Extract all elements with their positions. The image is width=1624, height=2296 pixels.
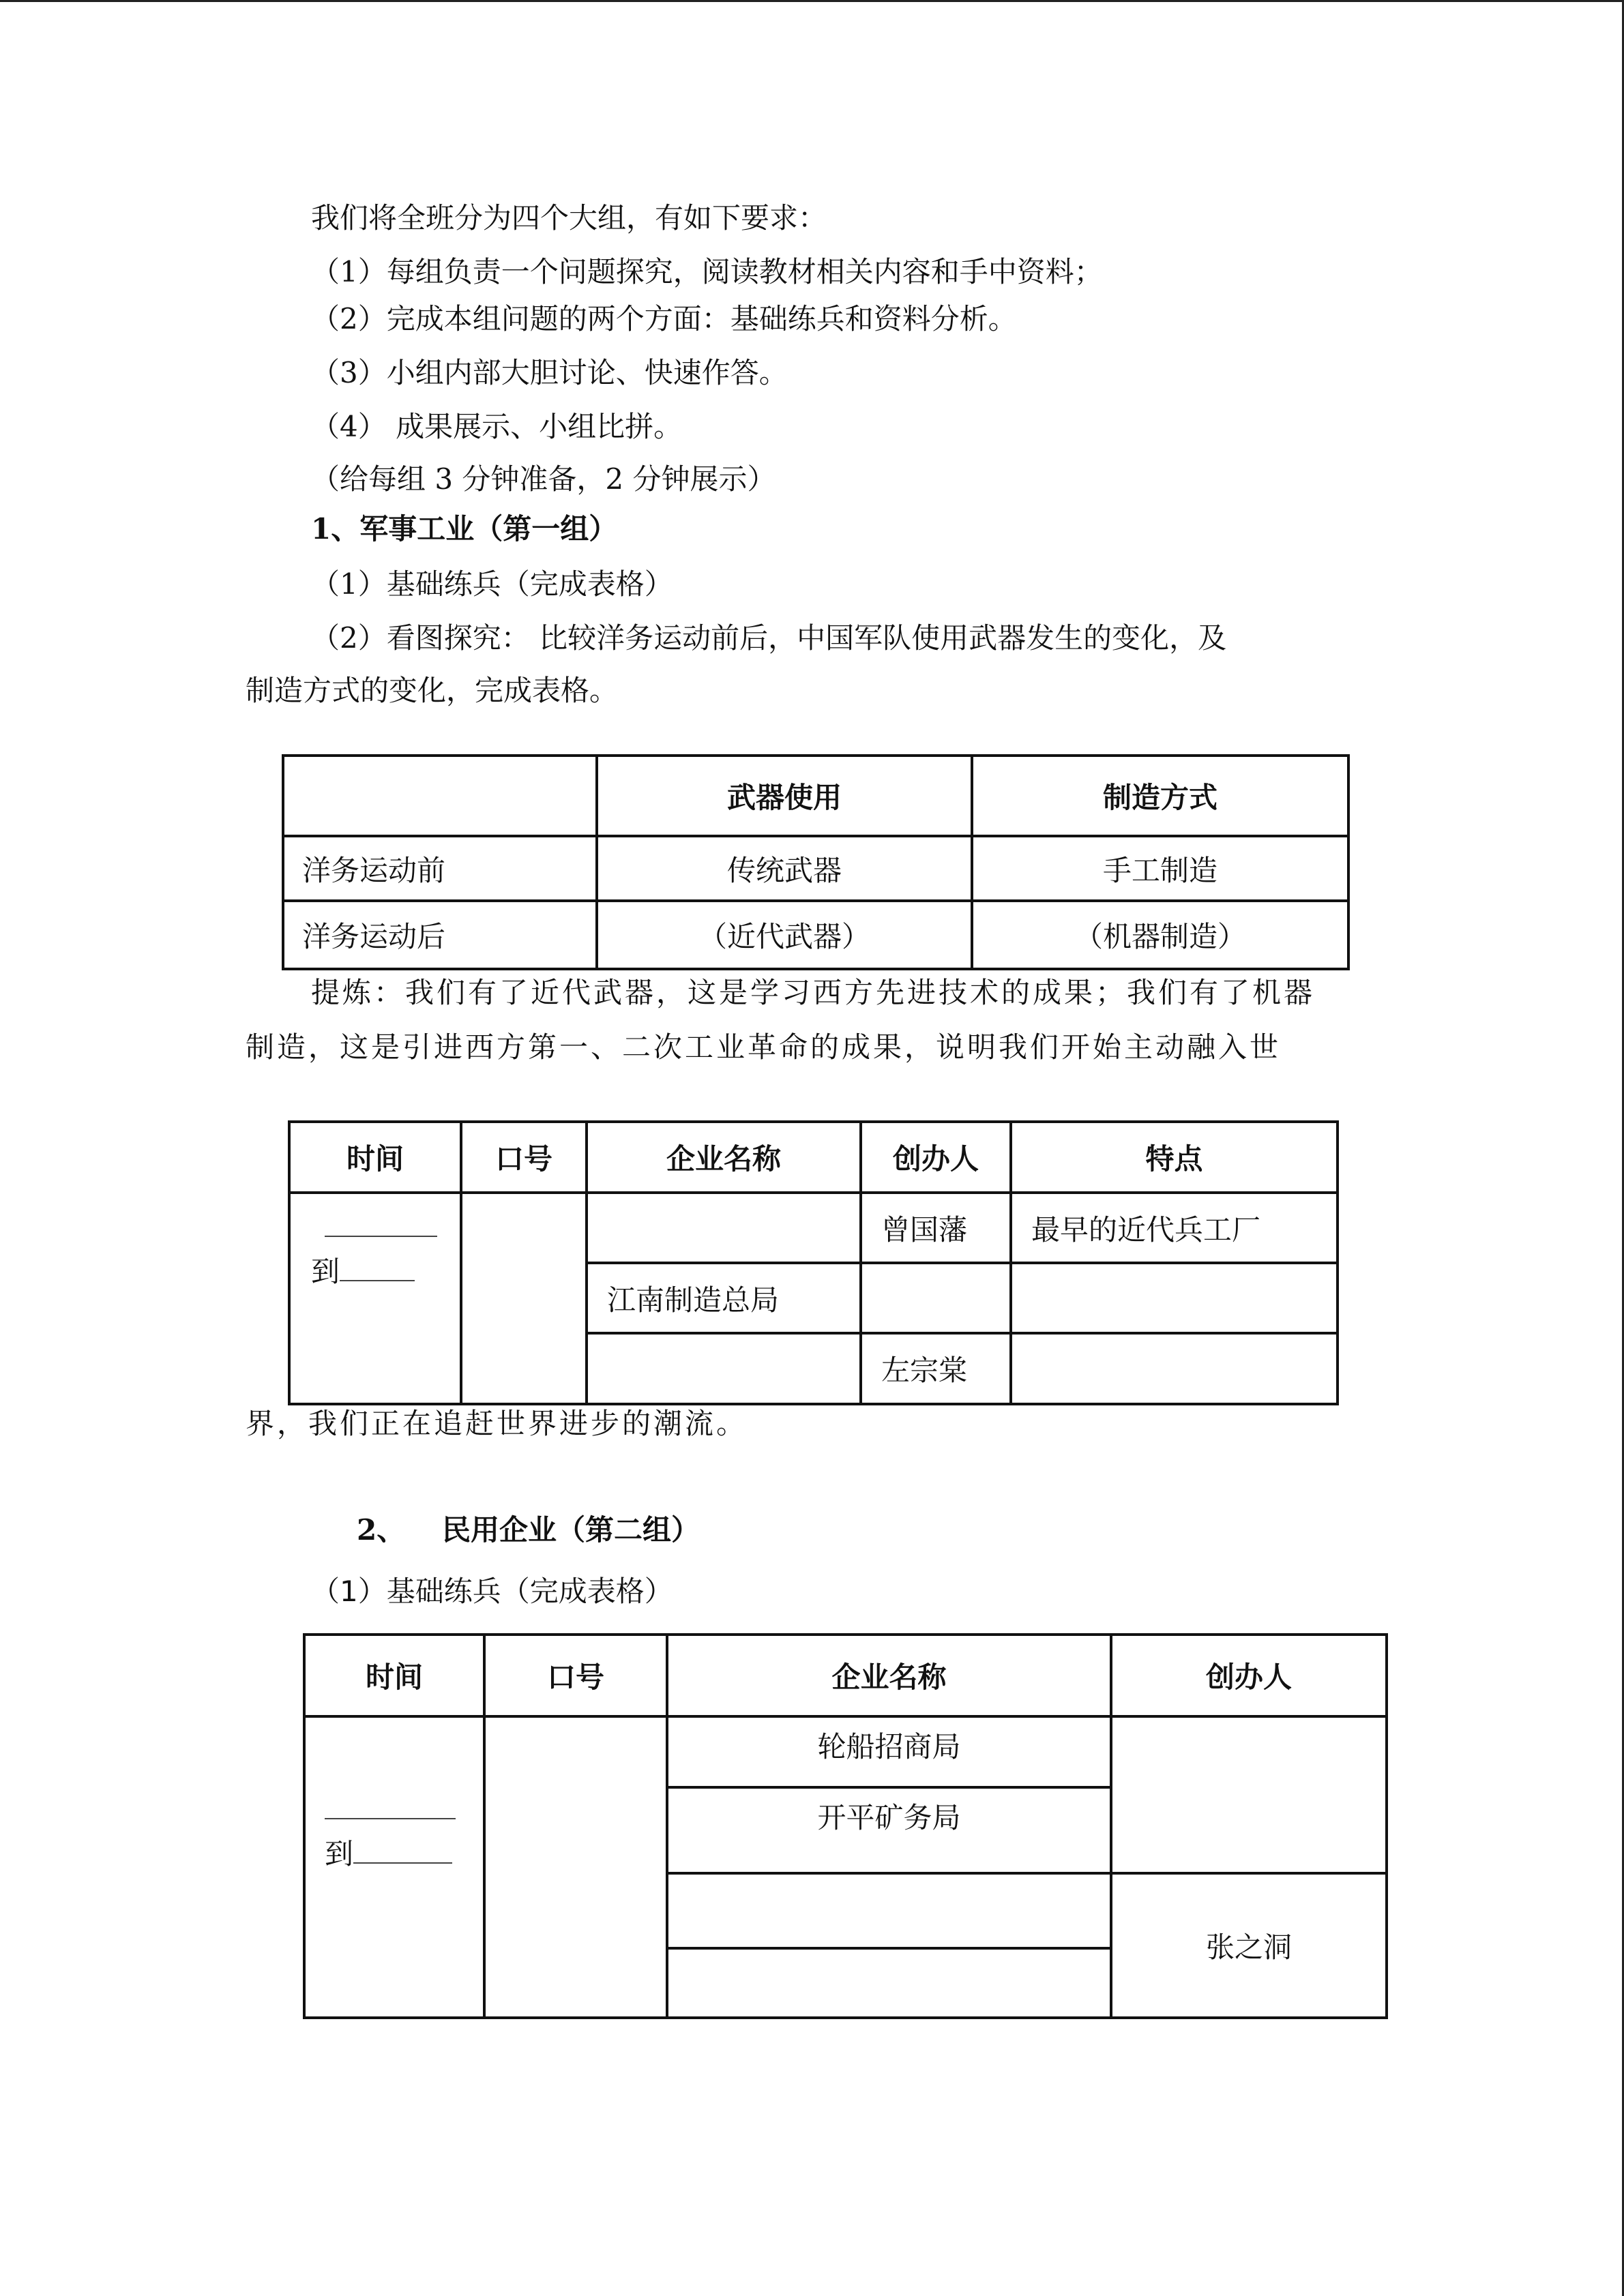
intro-line: 我们将全班分为四个大组，有如下要求： <box>311 201 827 235</box>
requirement-5: （给每组 3 分钟准备，2 分钟展示） <box>311 462 776 496</box>
civil-enterprises-table <box>303 1633 1388 2019</box>
table-row <box>283 901 1348 969</box>
table-cell: 开平矿务局 <box>667 1787 1111 1873</box>
military-enterprises-table <box>288 1120 1339 1405</box>
table-header <box>283 756 597 836</box>
table-row <box>289 1193 1338 1263</box>
table-cell <box>667 1948 1111 2018</box>
table-cell <box>587 1193 861 1263</box>
section2-task1: （1）基础练兵（完成表格） <box>311 1575 673 1608</box>
summary-line-1: 提炼：我们有了近代武器，这是学习西方先进技术的成果；我们有了机器 <box>311 976 1316 1009</box>
section2-heading-number: 2、 <box>357 1513 406 1547</box>
section2-heading: 民用企业（第二组） <box>442 1513 700 1547</box>
table-cell: 传统武器 <box>597 836 972 901</box>
table-cell: 江南制造总局 <box>587 1263 861 1333</box>
time-end-blank <box>340 1276 415 1281</box>
table-cell: 洋务运动后 <box>283 901 597 969</box>
time-cell <box>289 1193 461 1404</box>
table-header: 创办人 <box>861 1122 1011 1193</box>
founder-cell: 张之洞 <box>1111 1873 1387 2018</box>
time-start-blank <box>325 1814 456 1819</box>
table-cell: 左宗棠 <box>861 1333 1011 1404</box>
table-cell: （近代武器） <box>597 901 972 969</box>
table-cell: （机器制造） <box>972 901 1348 969</box>
table-cell: 手工制造 <box>972 836 1348 901</box>
table-header: 时间 <box>304 1635 484 1716</box>
table-row <box>304 1716 1387 1787</box>
table-header: 特点 <box>1011 1122 1338 1193</box>
table-cell <box>861 1263 1011 1333</box>
requirement-1: （1）每组负责一个问题探究，阅读教材相关内容和手中资料； <box>311 255 1103 288</box>
table-header: 武器使用 <box>597 756 972 836</box>
table-header: 时间 <box>289 1122 461 1193</box>
table-cell: 最早的近代兵工厂 <box>1011 1193 1338 1263</box>
table-header: 口号 <box>484 1635 667 1716</box>
requirement-4: （4） 成果展示、小组比拼。 <box>311 410 683 443</box>
table-cell <box>667 1873 1111 1948</box>
time-cell <box>304 1716 484 2018</box>
time-to-label: 到 <box>325 1837 354 1870</box>
weapons-comparison-table <box>282 754 1350 970</box>
requirement-2: （2）完成本组问题的两个方面：基础练兵和资料分析。 <box>311 302 1017 336</box>
table-cell: 洋务运动前 <box>283 836 597 901</box>
summary-line-2: 制造，这是引进西方第一、二次工业革命的成果，说明我们开始主动融入世 <box>246 1030 1282 1064</box>
table-header: 企业名称 <box>587 1122 861 1193</box>
table-cell <box>587 1333 861 1404</box>
section1-heading: 1、军事工业（第一组） <box>311 512 618 546</box>
table-cell: 曾国藩 <box>861 1193 1011 1263</box>
summary-line-3: 界，我们正在追赶世界进步的潮流。 <box>246 1407 748 1440</box>
section1-task1: （1）基础练兵（完成表格） <box>311 567 673 601</box>
slogan-cell <box>461 1193 587 1404</box>
requirement-3: （3）小组内部大胆讨论、快速作答。 <box>311 356 788 389</box>
table-cell <box>1011 1333 1338 1404</box>
page-border-top <box>0 0 1624 2</box>
table-header: 口号 <box>461 1122 587 1193</box>
table-header: 企业名称 <box>667 1635 1111 1716</box>
table-cell: 轮船招商局 <box>667 1716 1111 1787</box>
time-end-blank <box>353 1858 452 1864</box>
section1-task2-line2: 制造方式的变化，完成表格。 <box>246 674 619 707</box>
time-to-label: 到 <box>311 1255 340 1288</box>
slogan-cell <box>484 1716 667 2018</box>
table-row <box>283 836 1348 901</box>
section1-task2-line1: （2）看图探究： 比较洋务运动前后，中国军队使用武器发生的变化，及 <box>311 621 1227 655</box>
table-header: 创办人 <box>1111 1635 1387 1716</box>
table-header: 制造方式 <box>972 756 1348 836</box>
table-cell <box>1011 1263 1338 1333</box>
founder-cell <box>1111 1716 1387 1873</box>
time-start-blank <box>325 1232 437 1237</box>
